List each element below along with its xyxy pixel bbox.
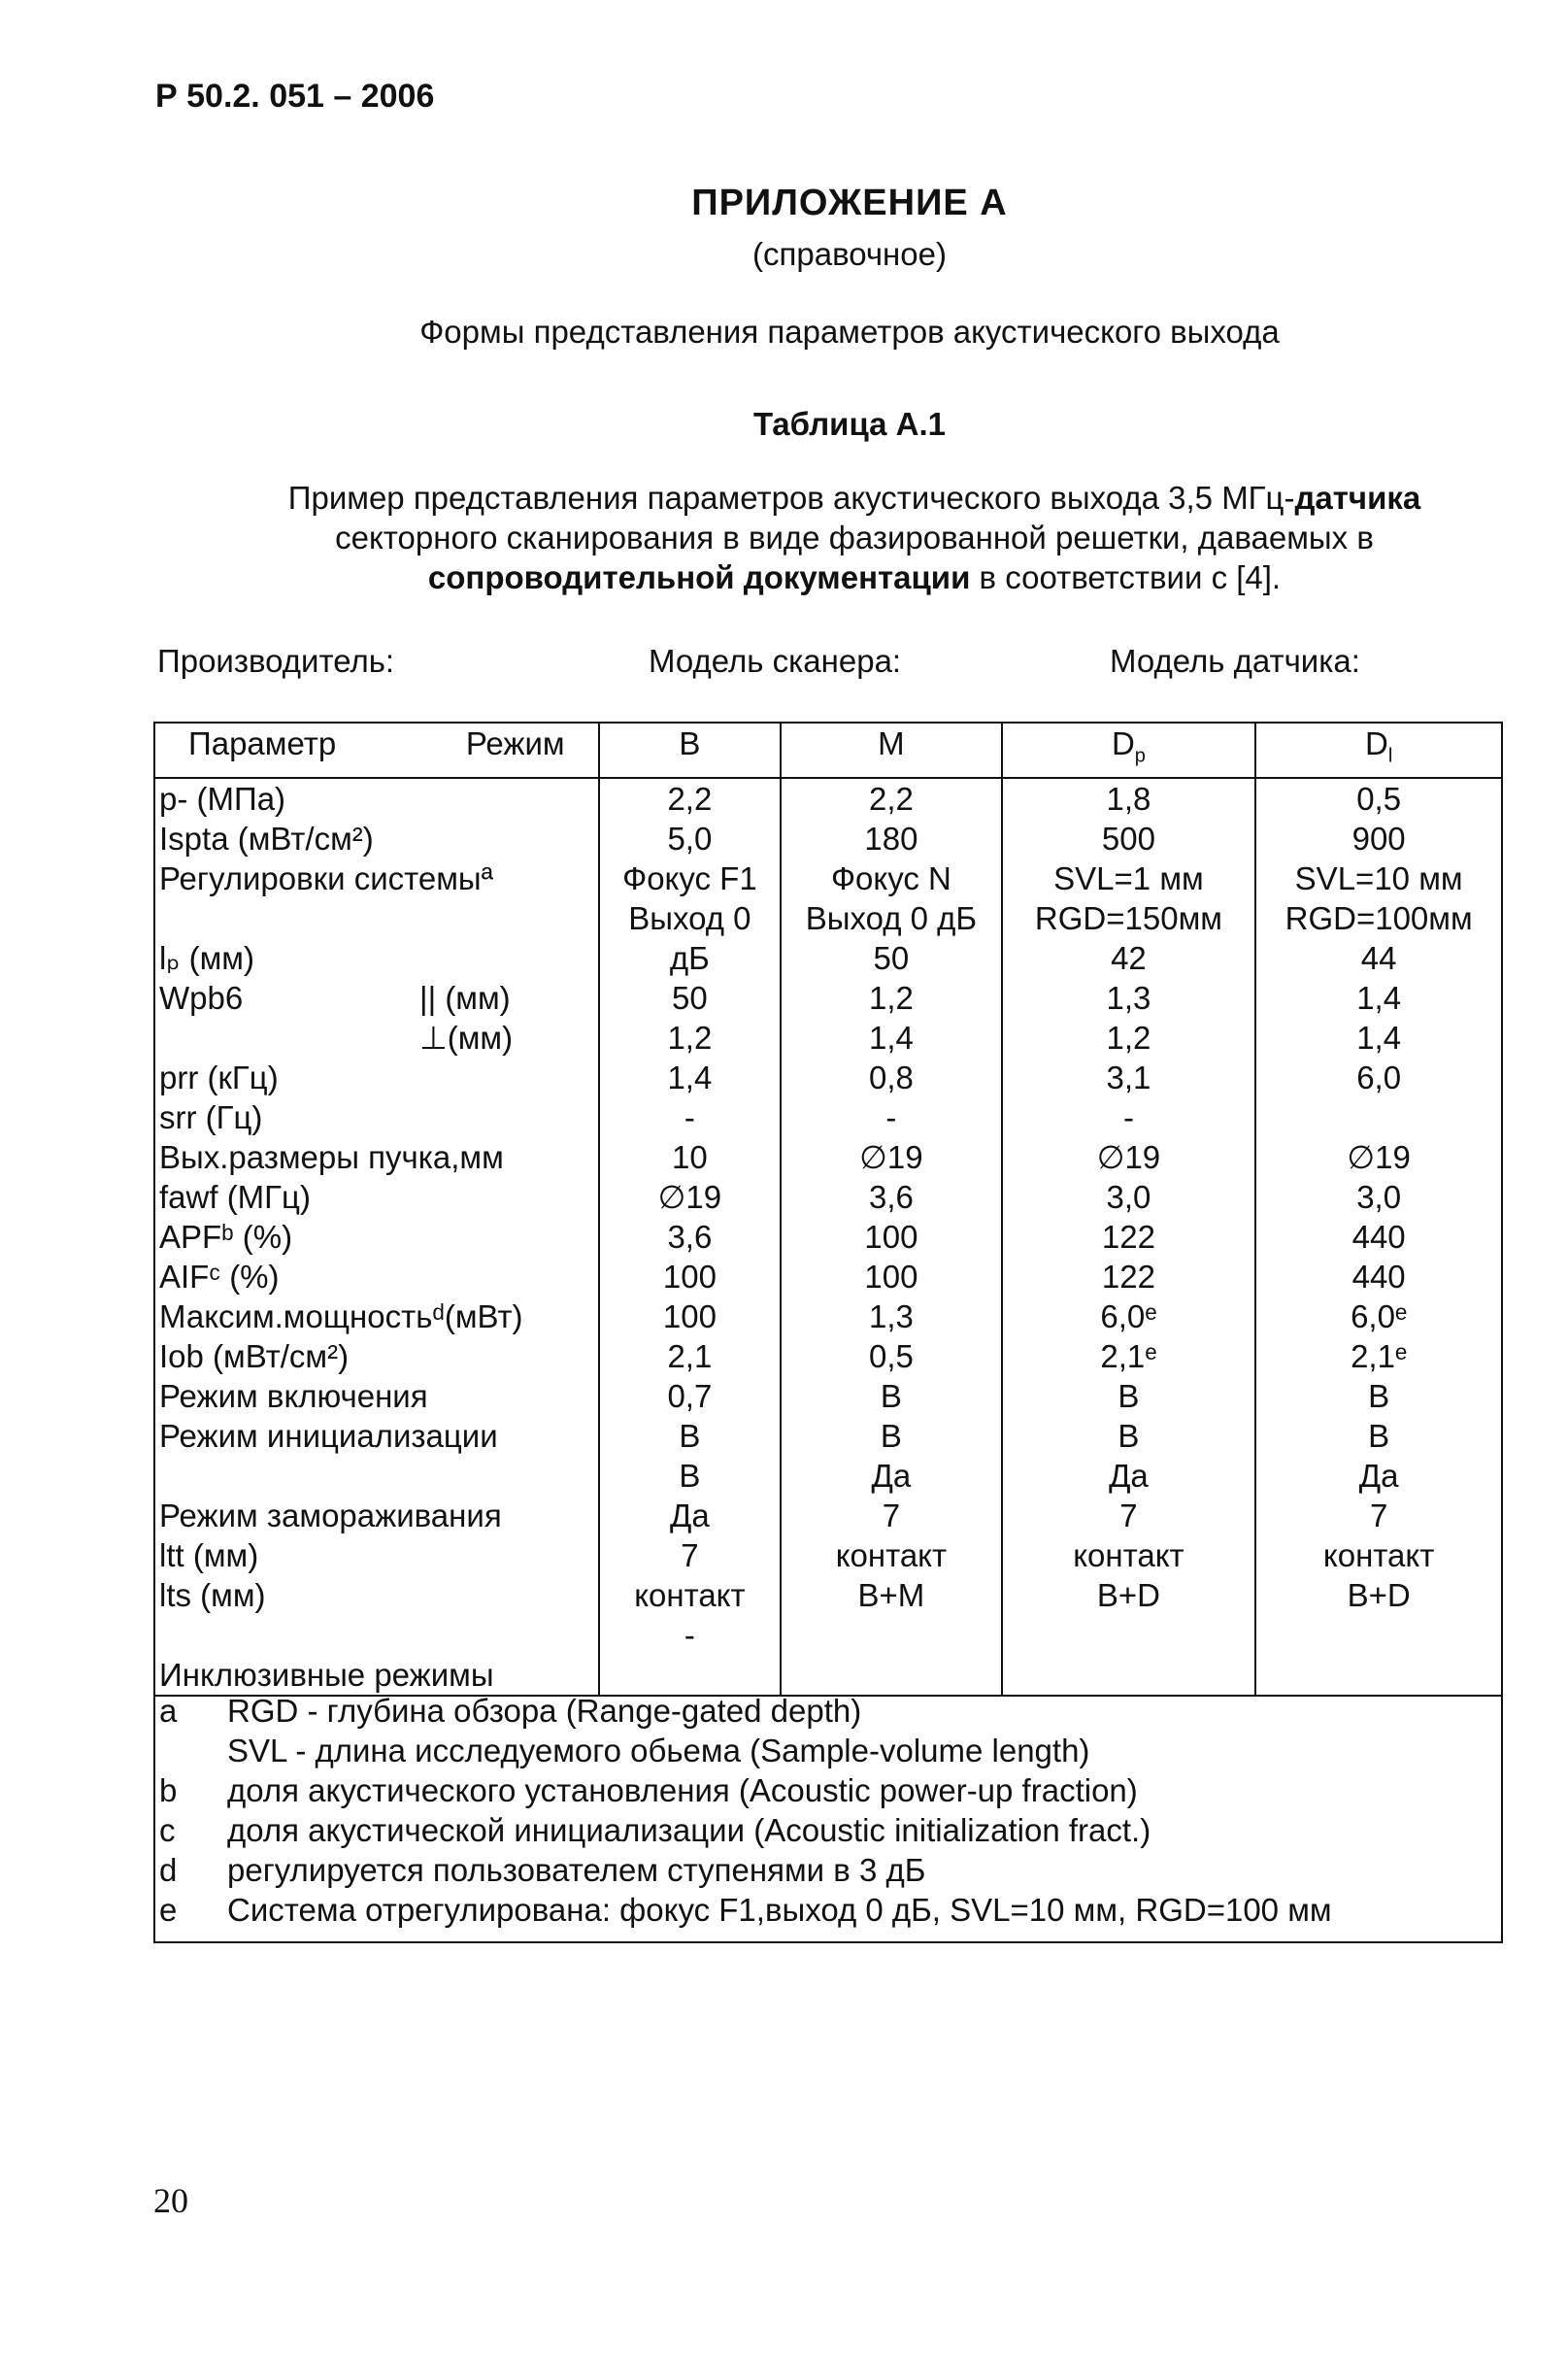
value-cell: 1,3 [781, 1296, 1001, 1336]
value-cell: ∅19 [781, 1137, 1001, 1177]
footnote-text: доля акустической инициализации (Acoustic initialization fract.) [227, 1812, 1151, 1848]
value-cell: B+D [1002, 1575, 1256, 1615]
value-cell: 2,1ᵉ [1002, 1336, 1256, 1376]
value-cell: 1,2 [1002, 1018, 1256, 1058]
param-cell: Вых.размеры пучка,мм [154, 1137, 599, 1177]
value-cell: - [781, 1097, 1001, 1137]
param-cell: APFᵇ (%) [154, 1217, 599, 1257]
value-cell: 2,2 [599, 778, 782, 819]
table-row [154, 1018, 1502, 1058]
footnote [155, 1731, 1501, 1770]
param-name: Wpb6 [159, 979, 244, 1016]
value-cell [1255, 1615, 1502, 1655]
table-row [154, 1097, 1502, 1137]
forms-title: Формы представления параметров акустического выхода [419, 314, 1280, 350]
footnote-text: RGD - глубина обзора (Range-gated depth) [227, 1693, 862, 1729]
value-cell: Да [781, 1456, 1001, 1496]
param-cell [154, 1018, 599, 1058]
value-cell: 2,1 [599, 1336, 782, 1376]
param-cell: p- (МПа) [154, 778, 599, 819]
footnote [155, 1850, 1501, 1890]
value-cell: 50 [781, 938, 1001, 978]
value-cell: 900 [1255, 819, 1502, 859]
table-footnotes [153, 1683, 1503, 1943]
value-cell: Да [1255, 1456, 1502, 1496]
param-cell: lts (мм) [154, 1575, 599, 1615]
value-cell: 3,1 [1002, 1058, 1256, 1097]
table-row [154, 938, 1502, 978]
value-cell: ∅19 [1002, 1137, 1256, 1177]
table-row [154, 898, 1502, 938]
table-row [154, 1615, 1502, 1655]
value-cell: Да [599, 1496, 782, 1535]
value-cell: 6,0ᵉ [1255, 1296, 1502, 1336]
value-cell: контакт [1255, 1535, 1502, 1575]
value-cell: B [1255, 1416, 1502, 1456]
header-col-b: B [599, 723, 782, 778]
footnote [155, 1770, 1501, 1810]
value-cell [781, 1615, 1001, 1655]
value-cell: контакт [1002, 1535, 1256, 1575]
value-cell: 7 [1002, 1496, 1256, 1535]
header-col-dl: $D_l$ [1255, 723, 1502, 778]
footnote [155, 1890, 1501, 1930]
footnote-text: SVL - длина исследуемого обьема (Sample-volume length) [227, 1733, 1090, 1768]
table-row [154, 1058, 1502, 1097]
value-cell: 2,1ᵉ [1255, 1336, 1502, 1376]
param-cell [154, 898, 599, 938]
scanner-model-label: Модель сканера: [649, 643, 902, 679]
value-cell: B [599, 1456, 782, 1496]
value-cell: контакт [781, 1535, 1001, 1575]
value-cell: RGD=100мм [1255, 898, 1502, 938]
value-cell: Фокус F1 [599, 859, 782, 898]
value-cell: Да [1002, 1456, 1256, 1496]
value-cell: 10 [599, 1137, 782, 1177]
value-cell: 1,4 [781, 1018, 1001, 1058]
table-row [154, 1336, 1502, 1376]
value-cell: B [1002, 1416, 1256, 1456]
footnote [155, 1691, 1501, 1731]
footnote-key: a [159, 1693, 178, 1729]
value-cell: 100 [599, 1296, 782, 1336]
value-cell: SVL=10 мм [1255, 859, 1502, 898]
value-cell: 100 [599, 1257, 782, 1296]
footnote-key: e [159, 1892, 178, 1928]
value-cell: B+D [1255, 1575, 1502, 1615]
footnote-text: регулируется пользователем ступенями в 3 дБ [227, 1852, 926, 1888]
value-cell: 122 [1002, 1217, 1256, 1257]
value-cell: 42 [1002, 938, 1256, 978]
value-cell: 1,3 [1002, 978, 1256, 1018]
param-cell: srr (Гц) [154, 1097, 599, 1137]
value-cell: Выход 0 [599, 898, 782, 938]
value-cell: 0,8 [781, 1058, 1001, 1097]
value-cell: - [599, 1097, 782, 1137]
value-cell: B [1255, 1376, 1502, 1416]
value-cell: - [599, 1615, 782, 1655]
param-cell [154, 1615, 599, 1655]
value-cell: 1,4 [1255, 978, 1502, 1018]
table-row [154, 1217, 1502, 1257]
value-cell: ∅19 [1255, 1137, 1502, 1177]
header-col-dp: $D_p$ [1002, 723, 1256, 778]
value-cell [1002, 1615, 1256, 1655]
value-cell: B [781, 1416, 1001, 1456]
value-cell: 3,6 [781, 1177, 1001, 1217]
table-row [154, 778, 1502, 819]
param-cell: Режим инициализации [154, 1416, 599, 1456]
value-cell: 1,2 [599, 1018, 782, 1058]
table-row [154, 1376, 1502, 1416]
param-subname: || (мм) [419, 979, 511, 1016]
param-cell: Инклюзивные режимы [154, 1655, 599, 1696]
header-col-m: M [781, 723, 1001, 778]
value-cell: SVL=1 мм [1002, 859, 1256, 898]
value-cell: 3,6 [599, 1217, 782, 1257]
manufacturer-label: Производитель: [157, 643, 395, 679]
footnote-text: Система отрегулирована: фокус F1,выход 0 дБ, SVL=10 мм, RGD=100 мм [227, 1892, 1332, 1928]
value-cell: 100 [781, 1217, 1001, 1257]
value-cell: 0,5 [1255, 778, 1502, 819]
param-cell: prr (кГц) [154, 1058, 599, 1097]
table-row [154, 1496, 1502, 1535]
value-cell: 6,0 [1255, 1058, 1502, 1097]
table-row [154, 859, 1502, 898]
value-cell: 180 [781, 819, 1001, 859]
value-cell: Фокус N [781, 859, 1001, 898]
value-cell: 7 [1255, 1496, 1502, 1535]
footnote-text: доля акустического установления (Acoustic power-up fraction) [227, 1772, 1138, 1808]
footnote [155, 1810, 1501, 1850]
value-cell: 440 [1255, 1217, 1502, 1257]
param-cell: ltt (мм) [154, 1535, 599, 1575]
acoustic-output-table [153, 722, 1503, 1697]
value-cell: 440 [1255, 1257, 1502, 1296]
footnote-key: d [159, 1852, 178, 1888]
param-cell: Ispta (мВт/см²) [154, 819, 599, 859]
param-cell: Iob (мВт/см²) [154, 1336, 599, 1376]
param-cell: AIFᶜ (%) [154, 1257, 599, 1296]
page-number: 20 [153, 2181, 188, 2220]
value-cell: B+M [781, 1575, 1001, 1615]
table-row [154, 1416, 1502, 1456]
value-cell: 100 [781, 1257, 1001, 1296]
value-cell: B [781, 1376, 1001, 1416]
value-cell: 0,7 [599, 1376, 782, 1416]
value-cell: 1,4 [599, 1058, 782, 1097]
param-subname: ⊥(мм) [419, 1019, 514, 1056]
probe-model-label: Модель датчика: [1110, 643, 1360, 679]
value-cell: 6,0ᵉ [1002, 1296, 1256, 1336]
param-cell: Режим включения [154, 1376, 599, 1416]
annex-subtitle: (справочное) [752, 236, 947, 272]
document-code: Р 50.2. 051 – 2006 [155, 78, 435, 115]
table-description: Пример представления параметров акустического выхода 3,5 МГц-датчика секторного сканирования в виде фазированной решетки, даваемых в сопроводительной документации в соответствии с [4]. [287, 480, 1421, 595]
param-cell: Регулировки системыª [154, 859, 599, 898]
value-cell: RGD=150мм [1002, 898, 1256, 938]
table-row [154, 1177, 1502, 1217]
footnote-key [155, 1731, 227, 1770]
table-row [154, 1456, 1502, 1496]
header-param-mode: Параметр Режим [154, 723, 599, 778]
value-cell: 122 [1002, 1257, 1256, 1296]
table-row [154, 1257, 1502, 1296]
table-row [154, 819, 1502, 859]
value-cell: Выход 0 дБ [781, 898, 1001, 938]
table-header-row [154, 723, 1502, 778]
value-cell: 1,2 [781, 978, 1001, 1018]
value-cell: 0,5 [781, 1336, 1001, 1376]
param-cell: Максим.мощностьᵈ(мВт) [154, 1296, 599, 1336]
value-cell: контакт [599, 1575, 782, 1615]
param-cell: lₚ (мм) [154, 938, 599, 978]
value-cell: 7 [599, 1535, 782, 1575]
param-cell [154, 1456, 599, 1496]
value-cell: 1,8 [1002, 778, 1256, 819]
table-row [154, 1137, 1502, 1177]
annex-title: ПРИЛОЖЕНИЕ А [691, 183, 1008, 223]
param-cell: Режим замораживания [154, 1496, 599, 1535]
value-cell: 3,0 [1255, 1177, 1502, 1217]
value-cell: 7 [781, 1496, 1001, 1535]
value-cell: B [1002, 1376, 1256, 1416]
value-cell: 44 [1255, 938, 1502, 978]
value-cell: 5,0 [599, 819, 782, 859]
footnote-key: c [159, 1812, 176, 1848]
value-cell: 50 [599, 978, 782, 1018]
value-cell: 500 [1002, 819, 1256, 859]
value-cell: B [599, 1416, 782, 1456]
table-row [154, 1535, 1502, 1575]
value-cell: - [1002, 1097, 1256, 1137]
table-row [154, 978, 1502, 1018]
value-cell: 1,4 [1255, 1018, 1502, 1058]
value-cell [1255, 1097, 1502, 1137]
value-cell: 3,0 [1002, 1177, 1256, 1217]
table-row [154, 1575, 1502, 1615]
param-cell: fawf (МГц) [154, 1177, 599, 1217]
table-row [154, 1296, 1502, 1336]
table-label: Таблица А.1 [752, 406, 947, 442]
value-cell: 2,2 [781, 778, 1001, 819]
value-cell: дБ [599, 938, 782, 978]
footnote-key: b [159, 1772, 178, 1808]
param-cell [154, 978, 599, 1018]
value-cell: ∅19 [599, 1177, 782, 1217]
